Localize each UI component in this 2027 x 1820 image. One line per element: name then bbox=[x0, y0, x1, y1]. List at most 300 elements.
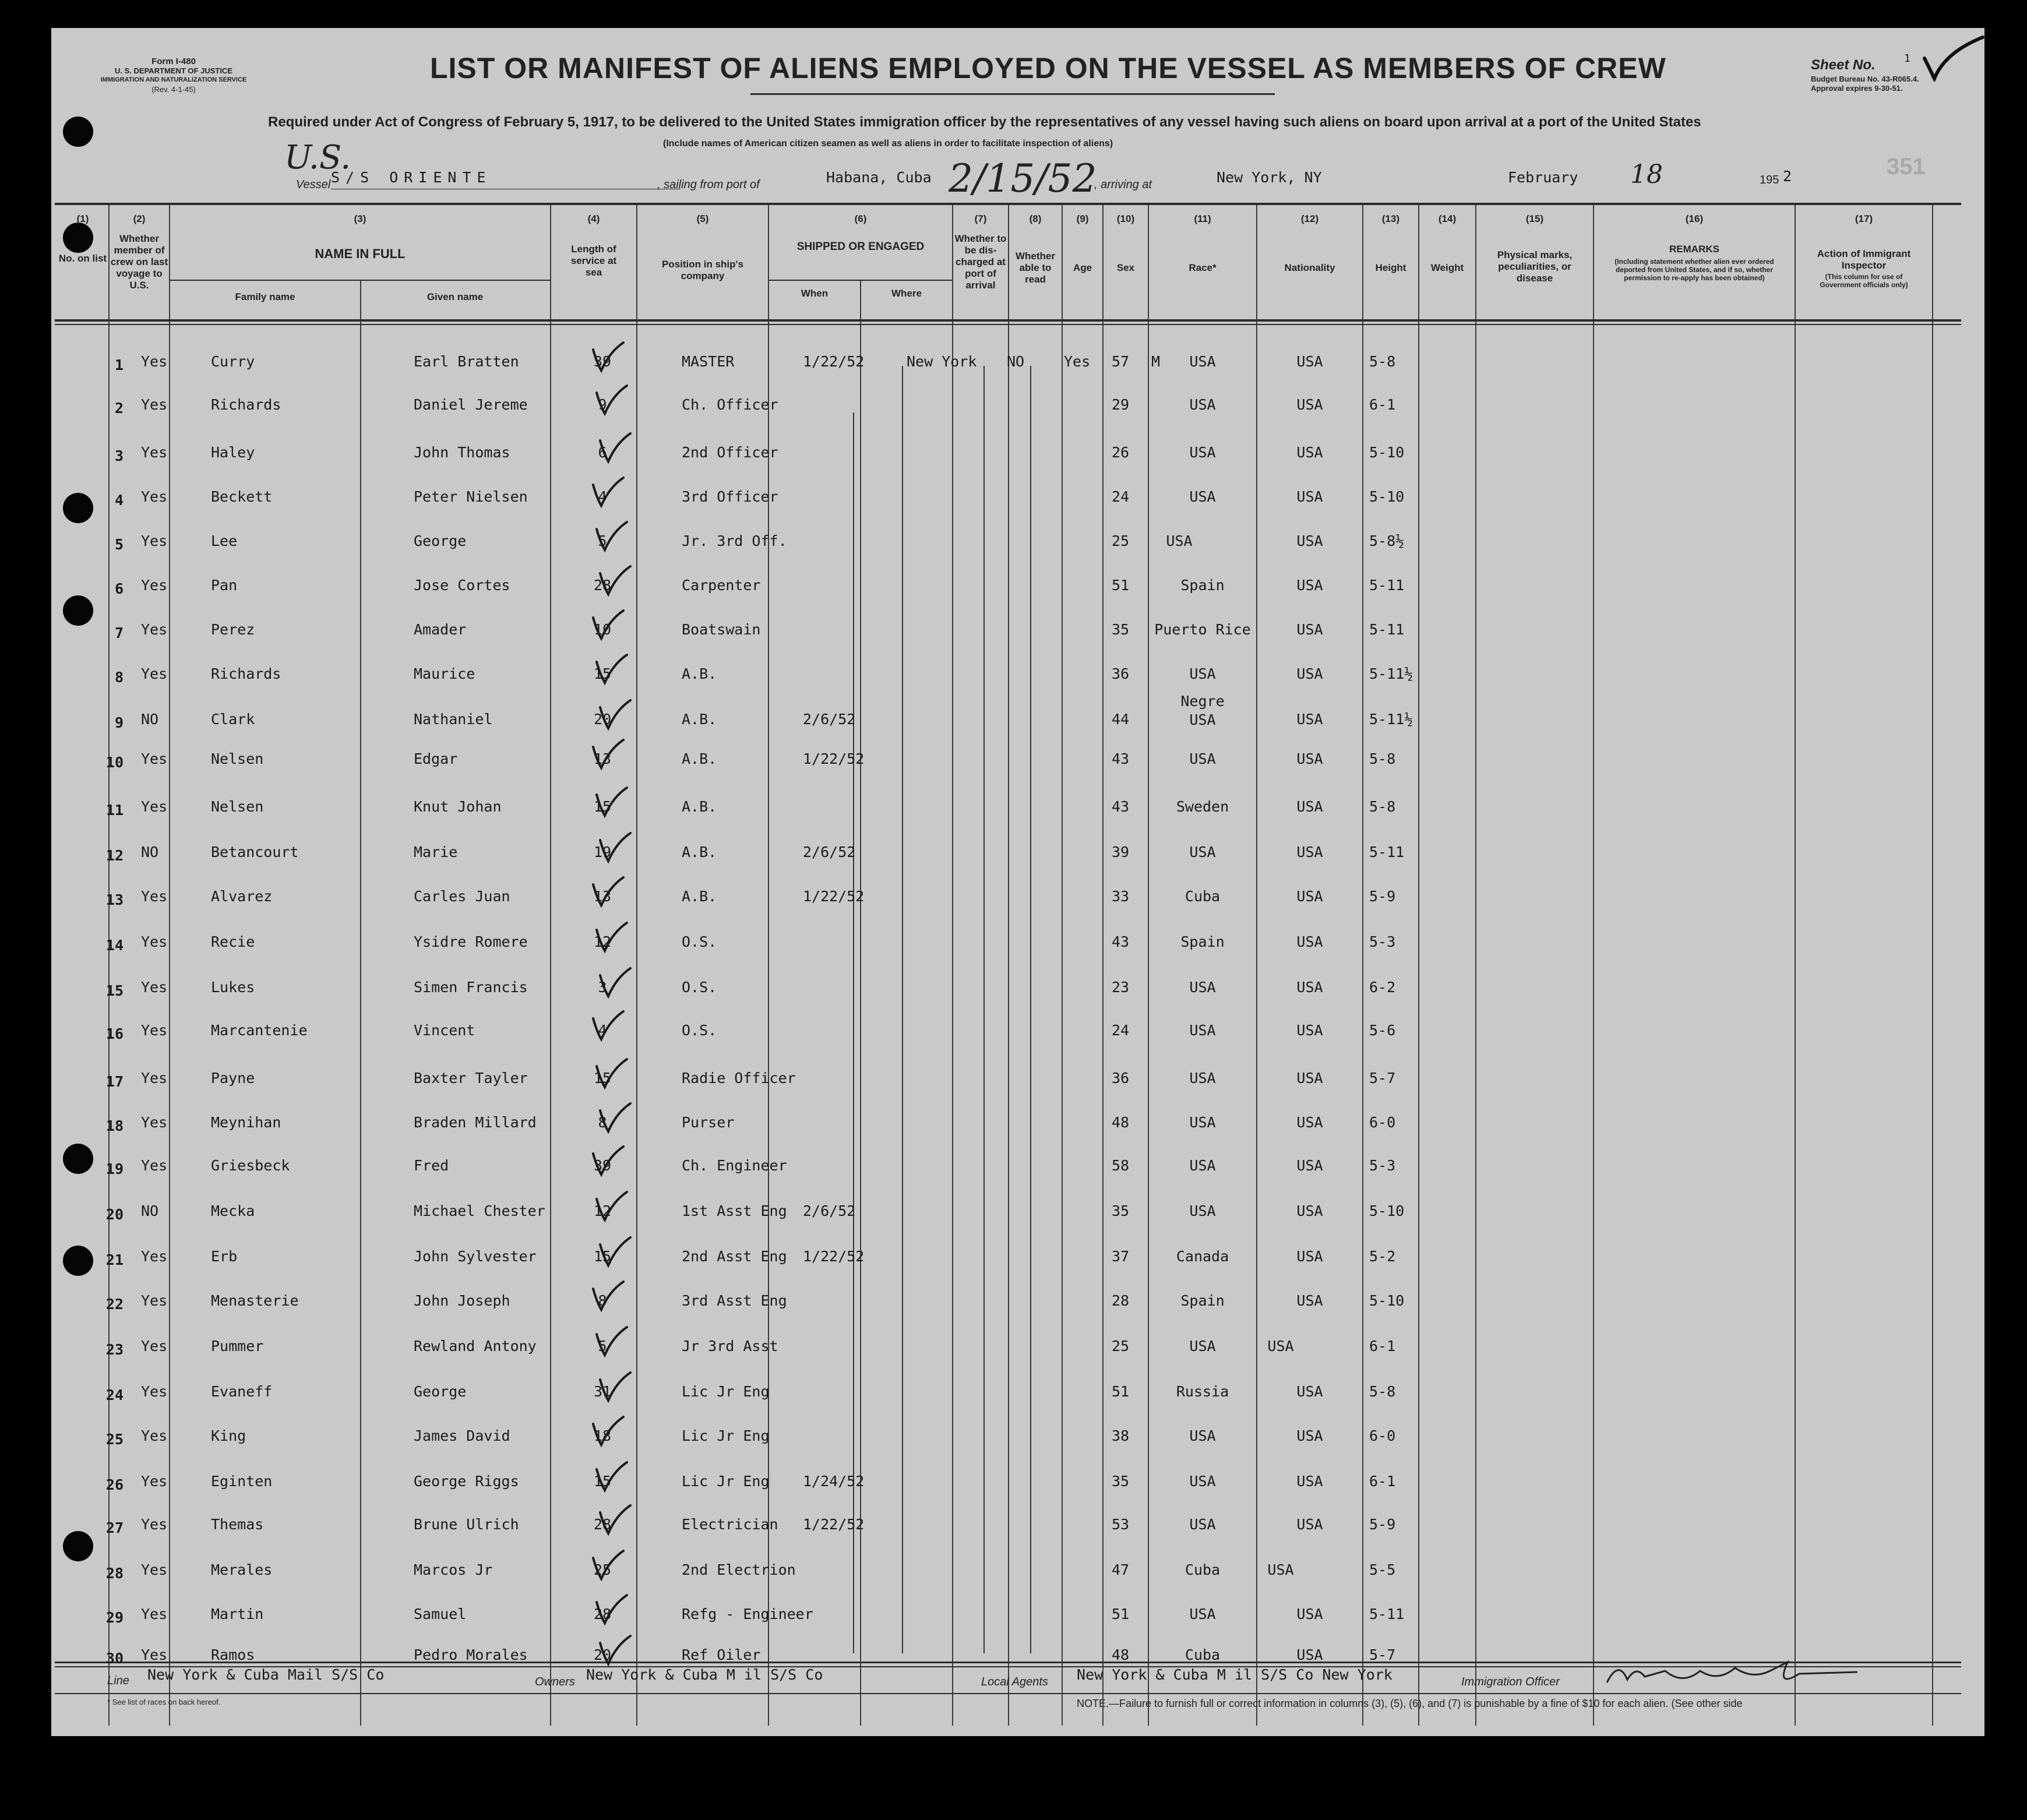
cell-position: Ch. Officer bbox=[682, 396, 778, 413]
cell-no: 24 bbox=[105, 1387, 124, 1403]
cell-race: USA bbox=[1189, 1338, 1216, 1355]
col-11-header: Race* bbox=[1189, 262, 1217, 273]
cell-family: Payne bbox=[211, 1070, 255, 1087]
cell-nationality: USA bbox=[1296, 1157, 1323, 1174]
cell-age: 35 bbox=[1112, 621, 1130, 638]
col-16-number: (16) bbox=[1685, 213, 1704, 224]
check-mark-icon bbox=[592, 519, 633, 553]
cell-no: 6 bbox=[114, 580, 124, 597]
check-mark-icon bbox=[588, 1278, 629, 1313]
cell-service: 10 bbox=[593, 621, 612, 638]
cell-nationality: USA bbox=[1296, 1606, 1323, 1623]
cell-position: Jr. 3rd Off. bbox=[682, 532, 787, 549]
cell-height: 5-9 bbox=[1369, 888, 1396, 905]
col-6-where-header: Where bbox=[891, 288, 922, 299]
cell-race: USA bbox=[1189, 1606, 1216, 1623]
col-7-header: Whether to be dis-charged at port of arrival bbox=[954, 233, 1007, 291]
cell-no: 16 bbox=[105, 1025, 124, 1042]
col-6-number: (6) bbox=[854, 213, 867, 224]
cell-when: 2/6/52 bbox=[803, 711, 856, 728]
cell-last: Yes bbox=[141, 1561, 168, 1578]
cell-family: Eginten bbox=[211, 1473, 273, 1490]
cell-given: Vincent bbox=[414, 1022, 475, 1039]
cell-last: Yes bbox=[141, 1022, 168, 1039]
cell-given: James David bbox=[414, 1427, 510, 1444]
col-14-number: (14) bbox=[1438, 213, 1457, 224]
check-mark-icon bbox=[595, 1632, 636, 1667]
col-17-number: (17) bbox=[1855, 213, 1873, 224]
cell-family: Pummer bbox=[211, 1338, 264, 1355]
cell-height: 5-11 bbox=[1369, 577, 1405, 594]
check-mark-icon bbox=[588, 607, 629, 642]
col-15-number: (15) bbox=[1525, 213, 1544, 224]
sailing-label: , sailing from port of bbox=[657, 178, 760, 191]
cell-given: Nathaniel bbox=[414, 711, 493, 728]
check-mark-icon bbox=[588, 736, 629, 771]
cell-last: Yes bbox=[141, 750, 168, 767]
cell-discharged: NO bbox=[1007, 353, 1025, 370]
table-rule bbox=[1418, 205, 1419, 1726]
col-11-number: (11) bbox=[1194, 213, 1211, 224]
cell-height: 5-6 bbox=[1369, 1022, 1396, 1039]
cell-when: 2/6/52 bbox=[803, 844, 856, 860]
cell-family: Recie bbox=[211, 933, 255, 950]
cell-no: 8 bbox=[114, 669, 124, 686]
cell-height: 6-2 bbox=[1369, 979, 1396, 996]
cell-when: 1/22/52 bbox=[803, 888, 865, 905]
cell-age: 36 bbox=[1112, 1070, 1130, 1087]
cell-nationality: USA bbox=[1296, 844, 1323, 860]
cell-height: 5-8 bbox=[1369, 353, 1396, 370]
cell-age: 25 bbox=[1112, 1338, 1130, 1355]
cell-nationality: USA bbox=[1296, 532, 1323, 549]
cell-given: Simen Francis bbox=[414, 979, 528, 996]
cell-race: Sweden bbox=[1176, 798, 1229, 815]
table-rule bbox=[1062, 205, 1063, 1726]
cell-age: 51 bbox=[1112, 1606, 1130, 1623]
handwritten-date: 2/15/52 bbox=[949, 156, 1097, 201]
cell-no: 9 bbox=[114, 714, 124, 731]
cell-height: 5-3 bbox=[1369, 1157, 1396, 1174]
cell-position: O.S. bbox=[682, 979, 717, 996]
vessel-name: S/S ORIENTE bbox=[331, 169, 492, 186]
cell-nationality: USA bbox=[1296, 711, 1323, 728]
cell-given: Ysidre Romere bbox=[414, 933, 528, 950]
check-mark-icon bbox=[595, 1100, 636, 1135]
check-mark-icon bbox=[588, 1008, 629, 1043]
cell-race: Spain bbox=[1180, 577, 1225, 594]
check-mark-icon bbox=[588, 874, 629, 909]
cell-family: Clark bbox=[211, 711, 255, 728]
cell-no: 11 bbox=[105, 802, 124, 819]
cell-last: Yes bbox=[141, 1473, 168, 1490]
cell-service: 39 bbox=[593, 353, 612, 370]
cell-last: Yes bbox=[141, 979, 168, 996]
cell-given: Braden Millard bbox=[414, 1114, 537, 1131]
cell-family: Menasterie bbox=[211, 1292, 299, 1309]
col-9-number: (9) bbox=[1076, 213, 1089, 224]
cell-race: USA bbox=[1189, 1516, 1216, 1533]
cell-age: 51 bbox=[1112, 577, 1130, 594]
table-rule bbox=[170, 280, 550, 281]
cell-age: 48 bbox=[1112, 1114, 1130, 1131]
cell-position: Electrician bbox=[682, 1516, 778, 1533]
cell-age: 25 bbox=[1112, 532, 1130, 549]
cell-family: Mecka bbox=[211, 1202, 255, 1219]
cell-race: USA bbox=[1189, 1022, 1216, 1039]
cell-age: 35 bbox=[1112, 1473, 1130, 1490]
cell-height: 5-11 bbox=[1369, 1606, 1405, 1623]
cell-last: Yes bbox=[141, 1070, 168, 1087]
cell-last: Yes bbox=[141, 1383, 168, 1400]
table-rule bbox=[108, 205, 110, 1726]
cell-no: 5 bbox=[114, 536, 124, 553]
table-rule bbox=[169, 205, 170, 1726]
cell-service: 25 bbox=[593, 1561, 612, 1578]
cell-family: Lee bbox=[211, 532, 238, 549]
check-mark-icon bbox=[588, 1413, 629, 1448]
cell-position: A.B. bbox=[682, 711, 717, 728]
cell-last: NO bbox=[141, 1202, 159, 1219]
cell-family: Themas bbox=[211, 1516, 264, 1533]
punch-hole bbox=[63, 223, 93, 253]
cell-position: Ref Oiler bbox=[682, 1646, 761, 1663]
check-mark-icon bbox=[595, 830, 636, 865]
arriving-port: New York, NY bbox=[1217, 169, 1322, 186]
cell-nationality: USA bbox=[1296, 353, 1323, 370]
cell-family: Haley bbox=[211, 444, 255, 461]
arrival-month: February bbox=[1508, 169, 1578, 186]
cell-service: 3 bbox=[598, 979, 607, 996]
cell-position: A.B. bbox=[682, 750, 717, 767]
cell-position: 3rd Officer bbox=[682, 488, 778, 505]
check-mark-icon bbox=[588, 339, 629, 374]
cell-given: George Riggs bbox=[414, 1473, 519, 1490]
cell-no: 29 bbox=[105, 1609, 124, 1626]
cell-last: Yes bbox=[141, 532, 168, 549]
cell-position: A.B. bbox=[682, 798, 717, 815]
cell-family: Meynihan bbox=[211, 1114, 281, 1131]
cell-nationality: USA bbox=[1296, 798, 1323, 815]
cell-nationality: USA bbox=[1296, 488, 1323, 505]
cell-when: 2/6/52 bbox=[803, 1202, 856, 1219]
cell-age: 58 bbox=[1112, 1157, 1130, 1174]
col-13-header: Height bbox=[1375, 262, 1406, 273]
cell-service: 12 bbox=[593, 933, 612, 950]
cell-position: Jr 3rd Asst bbox=[682, 1338, 778, 1355]
cell-nationality: USA bbox=[1296, 1646, 1323, 1663]
cell-given: John Joseph bbox=[414, 1292, 510, 1309]
cell-last: NO bbox=[141, 844, 159, 860]
table-rule bbox=[952, 205, 953, 1726]
cell-height: 6-1 bbox=[1369, 1473, 1396, 1490]
cell-nationality: USA bbox=[1296, 1473, 1323, 1490]
cell-no: 14 bbox=[105, 937, 124, 954]
cell-height: 5-7 bbox=[1369, 1646, 1396, 1663]
cell-position: Radie Officer bbox=[682, 1070, 796, 1087]
officer-label: Immigration Officer bbox=[1461, 1676, 1560, 1688]
cell-nationality: USA bbox=[1296, 888, 1323, 905]
revision: (Rev. 4-1-45) bbox=[151, 85, 196, 94]
cell-family: Betancourt bbox=[211, 844, 299, 860]
cell-service: 4 bbox=[598, 488, 607, 505]
table-rule bbox=[769, 280, 952, 281]
table-rule bbox=[636, 205, 637, 1726]
cell-given: Carles Juan bbox=[414, 888, 510, 905]
races-note: * See list of races on back hereof. bbox=[107, 1698, 221, 1706]
check-mark-icon bbox=[588, 1143, 629, 1178]
col-6-when-header: When bbox=[801, 288, 829, 299]
cell-last: Yes bbox=[141, 1157, 168, 1174]
cell-race: USA bbox=[1189, 488, 1216, 505]
cell-nationality: USA bbox=[1296, 577, 1323, 594]
cell-no: 3 bbox=[114, 447, 124, 464]
cell-nationality: USA bbox=[1296, 933, 1323, 950]
cell-race: USA bbox=[1189, 1070, 1216, 1087]
cell-height: 6-0 bbox=[1369, 1114, 1396, 1131]
title-underline bbox=[750, 93, 1275, 95]
cell-last: Yes bbox=[141, 1338, 168, 1355]
cell-family: Lukes bbox=[211, 979, 255, 996]
cell-nationality: USA bbox=[1296, 1383, 1323, 1400]
cell-no: 22 bbox=[105, 1296, 124, 1313]
cell-race: USA bbox=[1189, 750, 1216, 767]
cell-height: 5-11 bbox=[1369, 844, 1405, 860]
cell-age: 39 bbox=[1112, 844, 1130, 860]
cell-given: Baxter Tayler bbox=[414, 1070, 528, 1087]
cell-given: George bbox=[414, 1383, 467, 1400]
cell-no: 30 bbox=[105, 1650, 124, 1667]
col-3-header: NAME IN FULL bbox=[315, 246, 406, 261]
cell-service: 13 bbox=[593, 750, 612, 767]
arrival-day: 18 bbox=[1630, 160, 1663, 189]
cell-given: Samuel bbox=[414, 1606, 467, 1623]
cell-last: Yes bbox=[141, 798, 168, 815]
stamp-number: 351 bbox=[1887, 154, 1926, 179]
table-rule bbox=[550, 205, 551, 1726]
check-mark-icon bbox=[592, 1324, 633, 1359]
table-rule bbox=[55, 324, 1961, 325]
cell-given: Marcos Jr bbox=[414, 1561, 493, 1578]
cell-position: Purser bbox=[682, 1114, 735, 1131]
cell-last: NO bbox=[141, 711, 159, 728]
cell-no: 4 bbox=[114, 492, 124, 509]
col-1-number: (1) bbox=[76, 213, 89, 224]
ditto-mark bbox=[853, 412, 854, 1653]
cell-service: 15 bbox=[593, 665, 612, 682]
cell-last: Yes bbox=[141, 621, 168, 638]
table-rule bbox=[768, 205, 769, 1726]
cell-last: Yes bbox=[141, 353, 168, 370]
check-mark-icon bbox=[592, 1188, 633, 1223]
cell-nationality: USA bbox=[1296, 1202, 1323, 1219]
cell-last: Yes bbox=[141, 1516, 168, 1533]
cell-no: 2 bbox=[114, 400, 124, 417]
check-mark-icon bbox=[595, 430, 636, 465]
cell-given: Maurice bbox=[414, 665, 475, 682]
cell-no: 7 bbox=[114, 625, 124, 641]
cell-last: Yes bbox=[141, 933, 168, 950]
subtitle: Required under Act of Congress of February 5, 1917, to be delivered to the United States immigration officer by the representatives of any vessel having such aliens on board upon arrival at a port of the United States bbox=[268, 114, 1701, 130]
cell-height: 5-10 bbox=[1369, 444, 1405, 461]
cell-no: 28 bbox=[105, 1565, 124, 1582]
arriving-label: , arriving at bbox=[1094, 178, 1152, 191]
cell-family: Nelsen bbox=[211, 798, 264, 815]
table-rule bbox=[1475, 205, 1476, 1726]
cell-given: Peter Nielsen bbox=[414, 488, 528, 505]
table-rule bbox=[1362, 205, 1363, 1726]
cell-given: Michael Chester bbox=[414, 1202, 545, 1219]
cell-height: 5-8 bbox=[1369, 798, 1396, 815]
col-3-family-header: Family name bbox=[235, 291, 295, 302]
arrival-year-suffix: 2 bbox=[1783, 168, 1792, 185]
check-mark-icon bbox=[595, 1234, 636, 1269]
cell-last: Yes bbox=[141, 577, 168, 594]
col-17-header: Action of Immigrant Inspector bbox=[1817, 248, 1911, 271]
cell-age: 48 bbox=[1112, 1646, 1130, 1663]
cell-height: 6-1 bbox=[1369, 1338, 1396, 1355]
manifest-sheet bbox=[51, 28, 1984, 1736]
cell-family: Ramos bbox=[211, 1646, 255, 1663]
col-15-header: Physical marks, peculiarities, or disease bbox=[1497, 249, 1573, 284]
col-5-header: Position in ship's company bbox=[661, 259, 744, 281]
cell-nationality: USA bbox=[1267, 1338, 1294, 1355]
cell-family: Erb bbox=[211, 1248, 238, 1265]
punch-hole bbox=[63, 117, 93, 147]
table-rule bbox=[55, 319, 1961, 322]
cell-service: 18 bbox=[593, 1427, 612, 1444]
cell-height: 5-2 bbox=[1369, 1248, 1396, 1265]
col-10-header: Sex bbox=[1116, 262, 1135, 273]
ditto-mark bbox=[1030, 366, 1031, 1653]
cell-no: 18 bbox=[105, 1117, 124, 1134]
cell-given: Daniel Jereme bbox=[414, 396, 528, 413]
budget-bureau: Budget Bureau No. 43-R065.4. bbox=[1811, 75, 1919, 83]
check-mark-icon bbox=[595, 563, 636, 598]
check-mark-icon bbox=[595, 965, 636, 1000]
cell-height: 5-10 bbox=[1369, 488, 1405, 505]
cell-family: Curry bbox=[211, 353, 255, 370]
cell-race: USA bbox=[1189, 979, 1216, 996]
cell-race: USA bbox=[1189, 396, 1216, 413]
col-4-header: Length of service at sea bbox=[570, 244, 617, 278]
check-mark-icon bbox=[588, 474, 629, 509]
check-mark-icon bbox=[592, 784, 633, 819]
cell-service: 15 bbox=[593, 1473, 612, 1490]
cell-age: 24 bbox=[1112, 1022, 1130, 1039]
cell-position: Carpenter bbox=[682, 577, 761, 594]
cell-given: Fred bbox=[414, 1157, 449, 1174]
cell-position: Lic Jr Eng bbox=[682, 1383, 770, 1400]
cell-nationality: USA bbox=[1296, 750, 1323, 767]
cell-height: 5-3 bbox=[1369, 933, 1396, 950]
col-12-header: Nationality bbox=[1284, 262, 1335, 273]
cell-position: 1st Asst Eng bbox=[682, 1202, 787, 1219]
cell-family: Martin bbox=[211, 1606, 264, 1623]
check-mark-icon bbox=[595, 697, 636, 732]
vessel-label: Vessel bbox=[296, 178, 331, 191]
cell-service: 8 bbox=[598, 1292, 607, 1309]
cell-age: 43 bbox=[1112, 933, 1130, 950]
cell-position: A.B. bbox=[682, 665, 717, 682]
cell-service: 6 bbox=[598, 444, 607, 461]
table-rule bbox=[1256, 205, 1257, 1726]
cell-nationality: USA bbox=[1296, 1114, 1323, 1131]
cell-family: Merales bbox=[211, 1561, 273, 1578]
cell-given: Rewland Antony bbox=[414, 1338, 537, 1355]
col-2-header: Whether member of crew on last voyage to U.S. bbox=[110, 233, 168, 291]
check-mark-icon bbox=[592, 1459, 633, 1494]
col-3-given-header: Given name bbox=[426, 291, 484, 302]
cell-nationality: USA bbox=[1296, 396, 1323, 413]
line-value: New York & Cuba Mail S/S Co bbox=[147, 1666, 385, 1683]
cell-given: George bbox=[414, 532, 467, 549]
officer-signature bbox=[1601, 1653, 1863, 1694]
cell-no: 15 bbox=[105, 982, 124, 999]
cell-service: 20 bbox=[593, 711, 612, 728]
table-rule bbox=[1102, 205, 1104, 1726]
cell-age: 28 bbox=[1112, 1292, 1130, 1309]
col-5-number: (5) bbox=[696, 213, 709, 224]
from-port: Habana, Cuba bbox=[826, 169, 932, 186]
cell-no: 21 bbox=[105, 1251, 124, 1268]
cell-where: New York bbox=[907, 353, 977, 370]
cell-no: 19 bbox=[105, 1161, 124, 1177]
cell-race: USA bbox=[1189, 1114, 1216, 1131]
cell-race: Spain bbox=[1180, 1292, 1225, 1309]
cell-age: 37 bbox=[1112, 1248, 1130, 1265]
cell-age: 23 bbox=[1112, 979, 1130, 996]
cell-no: 20 bbox=[105, 1206, 124, 1223]
cell-given: Knut Johan bbox=[414, 798, 502, 815]
cell-position: Lic Jr Eng bbox=[682, 1473, 770, 1490]
cell-service: 28 bbox=[593, 1516, 612, 1533]
cell-service: 31 bbox=[593, 1383, 612, 1400]
cell-read: Yes bbox=[1064, 353, 1091, 370]
cell-family: Alvarez bbox=[211, 888, 273, 905]
page-title: LIST OR MANIFEST OF ALIENS EMPLOYED ON THE VESSEL AS MEMBERS OF CREW bbox=[430, 52, 1666, 84]
cell-family: Perez bbox=[211, 621, 255, 638]
col-2-number: (2) bbox=[133, 213, 146, 224]
cell-age: 44 bbox=[1112, 711, 1130, 728]
cell-given: Brune Ulrich bbox=[414, 1516, 519, 1533]
cell-race: Negre USA bbox=[1180, 693, 1225, 728]
cell-position: MASTER bbox=[682, 353, 735, 370]
sheet-label: Sheet No. bbox=[1811, 57, 1876, 73]
cell-given: Edgar bbox=[414, 750, 458, 767]
cell-position: Lic Jr Eng bbox=[682, 1427, 770, 1444]
line-label: Line bbox=[107, 1674, 129, 1687]
cell-family: Marcantenie bbox=[211, 1022, 308, 1039]
col-16-header: REMARKS bbox=[1669, 244, 1719, 255]
cell-no: 23 bbox=[105, 1341, 124, 1358]
cell-race: Canada bbox=[1176, 1248, 1229, 1265]
cell-position: A.B. bbox=[682, 844, 717, 860]
cell-when: 1/22/52 bbox=[803, 1516, 865, 1533]
cell-last: Yes bbox=[141, 444, 168, 461]
cell-race: Cuba bbox=[1185, 1646, 1221, 1663]
cell-service: 28 bbox=[593, 1606, 612, 1623]
cell-position: Refg - Engineer bbox=[682, 1606, 813, 1623]
cell-family: Beckett bbox=[211, 488, 273, 505]
cell-position: O.S. bbox=[682, 933, 717, 950]
cell-service: 20 bbox=[593, 1646, 612, 1663]
table-rule bbox=[360, 280, 361, 1726]
cell-service: 5 bbox=[598, 532, 607, 549]
table-rule bbox=[860, 280, 861, 1726]
cell-last: Yes bbox=[141, 1646, 168, 1663]
cell-height: 5-9 bbox=[1369, 1516, 1396, 1533]
